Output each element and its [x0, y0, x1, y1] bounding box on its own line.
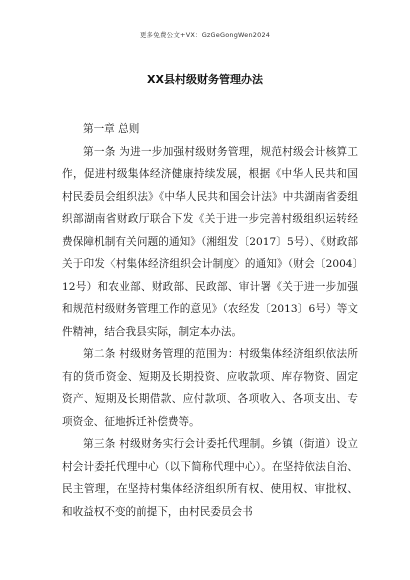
document-body	[62, 118, 358, 523]
chapter-heading: 第一章 总则	[83, 123, 140, 135]
header-note: 更多免费公文+VX：GzGeGongWen2024	[139, 31, 271, 39]
paragraph-article-3: 第三条 村级财务实行会计委托代理制。乡镇（街道）设立村会计委托代理中心（以下简称代理中心）。在坚持依法自治、民主管理，在坚持村集体经济组织所有权、使用权、审批权、和收益权不变的前提下，由村民委员会书	[62, 438, 358, 518]
document-title: XX县村级财务管理办法	[147, 73, 263, 86]
paragraph-article-1: 第一条 为进一步加强村级财务管理，规范村级会计核算工作，促进村级集体经济健康持续发展，根据《中华人民共和国村民委员会组织法》《中华人民共和国会计法》中共湖南省委组织部湖南省财政厅联合下发《关于进一步完善村级组织运转经费保障机制有关问题的通知》（湘组发〔2017〕5号）、《财政部关于印发〈村集体经济组织会计制度〉的通知》（财会〔2004〕12号）和农业部、财政部、民政部、审计署《关于进一步加强和规范村级财务管理工作的意见》（农经发〔2013〕6号）等文件精神，结合我县实际，制定本办法。	[62, 145, 358, 338]
paragraph-article-2: 第二条 村级财务管理的范围为：村级集体经济组织依法所有的货币资金、短期及长期投资、应收款项、库存物资、固定资产、短期及长期借款、应付款项、各项收入、各项支出、专项资金、征地拆迁补偿费等。	[62, 348, 358, 428]
